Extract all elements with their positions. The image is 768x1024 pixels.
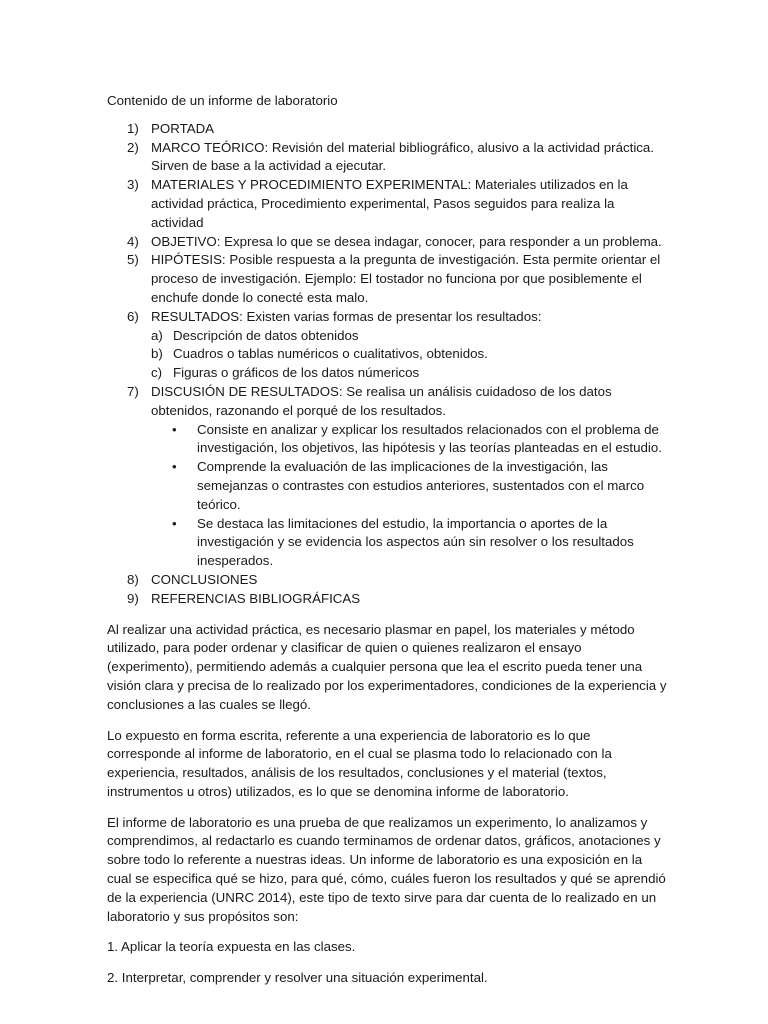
sublist-letter: b) xyxy=(151,346,163,362)
bullet-icon: • xyxy=(172,421,177,437)
sublist-item-text: Descripción de datos obtenidos xyxy=(173,327,359,343)
list-item xyxy=(107,233,668,252)
results-sublist xyxy=(151,327,668,383)
sublist-letter: a) xyxy=(151,327,163,343)
list-item-text: PORTADA xyxy=(151,120,215,136)
list-number: 7) xyxy=(127,383,139,399)
list-item-text: DISCUSIÓN DE RESULTADOS: Se realisa un análisis cuidadoso de los datos obtenidos, razonando el porqué de los resultados. xyxy=(151,383,612,418)
list-item-text: REFERENCIAS BIBLIOGRÁFICAS xyxy=(151,590,361,606)
list-number: 9) xyxy=(127,590,139,606)
bullet-icon: • xyxy=(172,515,177,531)
list-item xyxy=(107,251,668,307)
list-item-text: OBJETIVO: Expresa lo que se desea indagar, conocer, para responder a un problema. xyxy=(151,233,662,249)
document-title: Contenido de un informe de laboratorio xyxy=(107,93,338,108)
sublist-item xyxy=(151,364,668,383)
list-item-text: MARCO TEÓRICO: Revisión del material bibliográfico, alusivo a la actividad práctica. Sirven de base a la actividad a ejecutar. xyxy=(151,139,655,174)
list-number: 8) xyxy=(127,571,139,587)
list-item xyxy=(107,120,668,139)
list-item xyxy=(107,176,668,232)
list-number: 4) xyxy=(127,233,139,249)
sublist-item-text: Cuadros o tablas numéricos o cualitativos, obtenidos. xyxy=(173,346,488,362)
list-number: 3) xyxy=(127,177,139,193)
sublist-letter: c) xyxy=(151,365,163,381)
list-number: 5) xyxy=(127,252,139,268)
body-paragraph: 2. Interpretar, comprender y resolver una situación experimental. xyxy=(107,970,488,986)
list-item-text: RESULTADOS: Existen varias formas de presentar los resultados: xyxy=(151,308,542,324)
bullet-item xyxy=(172,421,668,459)
bullet-text: Consiste en analizar y explicar los resultados relacionados con el problema de investigación, los objetivos, las hipótesis y las teorías planteadas en el estudio. xyxy=(197,421,662,456)
bullet-icon: • xyxy=(172,459,177,475)
list-item-text: MATERIALES Y PROCEDIMIENTO EXPERIMENTAL: Materiales utilizados en la actividad práctica, Procedimiento experimental, Pasos seguidos para realiza la actividad xyxy=(151,177,628,230)
bullet-item xyxy=(172,515,668,571)
list-item xyxy=(107,139,668,177)
sublist-item-text: Figuras o gráficos de los datos númericos xyxy=(173,365,420,381)
list-number: 6) xyxy=(127,308,139,324)
body-paragraph: 1. Aplicar la teoría expuesta en las clases. xyxy=(107,939,356,955)
bullet-text: Comprende la evaluación de las implicaciones de la investigación, las semejanzas o contrastes con estudios anteriores, sustentados con el marco teórico. xyxy=(197,459,645,512)
body-paragraph: Al realizar una actividad práctica, es necesario plasmar en papel, los materiales y método utilizado, para poder ordenar y clasificar de quien o quienes realizaron el ensayo (experimento), permitiendo además a cualquier persona que lea el escrito pueda tener una visión clara y precisa de lo realizado por los experimentadores, condiciones de la experiencia y conclusiones a las cuales se llegó. xyxy=(107,621,667,712)
list-item-text: CONCLUSIONES xyxy=(151,571,258,587)
discussion-bullets xyxy=(151,421,668,571)
contents-list xyxy=(107,120,668,609)
list-item-text: HIPÓTESIS: Posible respuesta a la pregunta de investigación. Esta permite orientar el proceso de investigación. Ejemplo: El tostador no funciona por que posiblemente el enchufe donde lo conecté esta malo. xyxy=(151,252,661,305)
bullet-text: Se destaca las limitaciones del estudio, la importancia o aportes de la investigación y se evidencia los aspectos aún sin resolver o los resultados inesperados. xyxy=(197,515,634,569)
list-item xyxy=(107,571,668,590)
body-paragraph: Lo expuesto en forma escrita, referente a una experiencia de laboratorio es lo que corresponde al informe de laboratorio, en el cual se plasma todo lo relacionado con la experiencia, resultados, análisis de los resultados, conclusiones y el material (textos, instrumentos u otros) utilizados, es lo que se denomina informe de laboratorio. xyxy=(107,727,612,799)
body-paragraph: El informe de laboratorio es una prueba de que realizamos un experimento, lo analizamos y comprendimos, al redactarlo es cuando terminamos de ordenar datos, gráficos, anotaciones y sobre todo lo referente a nuestras ideas. Un informe de laboratorio es una exposición en la cual se especifica qué se hizo, para qué, cómo, cuáles fueron los resultados y qué se aprendió de la experiencia (UNRC 2014), este tipo de texto sirve para dar cuenta de lo realizado en un laboratorio y sus propósitos son: xyxy=(107,814,666,924)
bullet-item xyxy=(172,458,668,514)
list-number: 1) xyxy=(127,120,139,136)
sublist-item xyxy=(151,327,668,346)
sublist-item xyxy=(151,345,668,364)
list-number: 2) xyxy=(127,139,139,155)
list-item xyxy=(107,308,668,383)
list-item xyxy=(107,383,668,571)
list-item xyxy=(107,590,668,609)
